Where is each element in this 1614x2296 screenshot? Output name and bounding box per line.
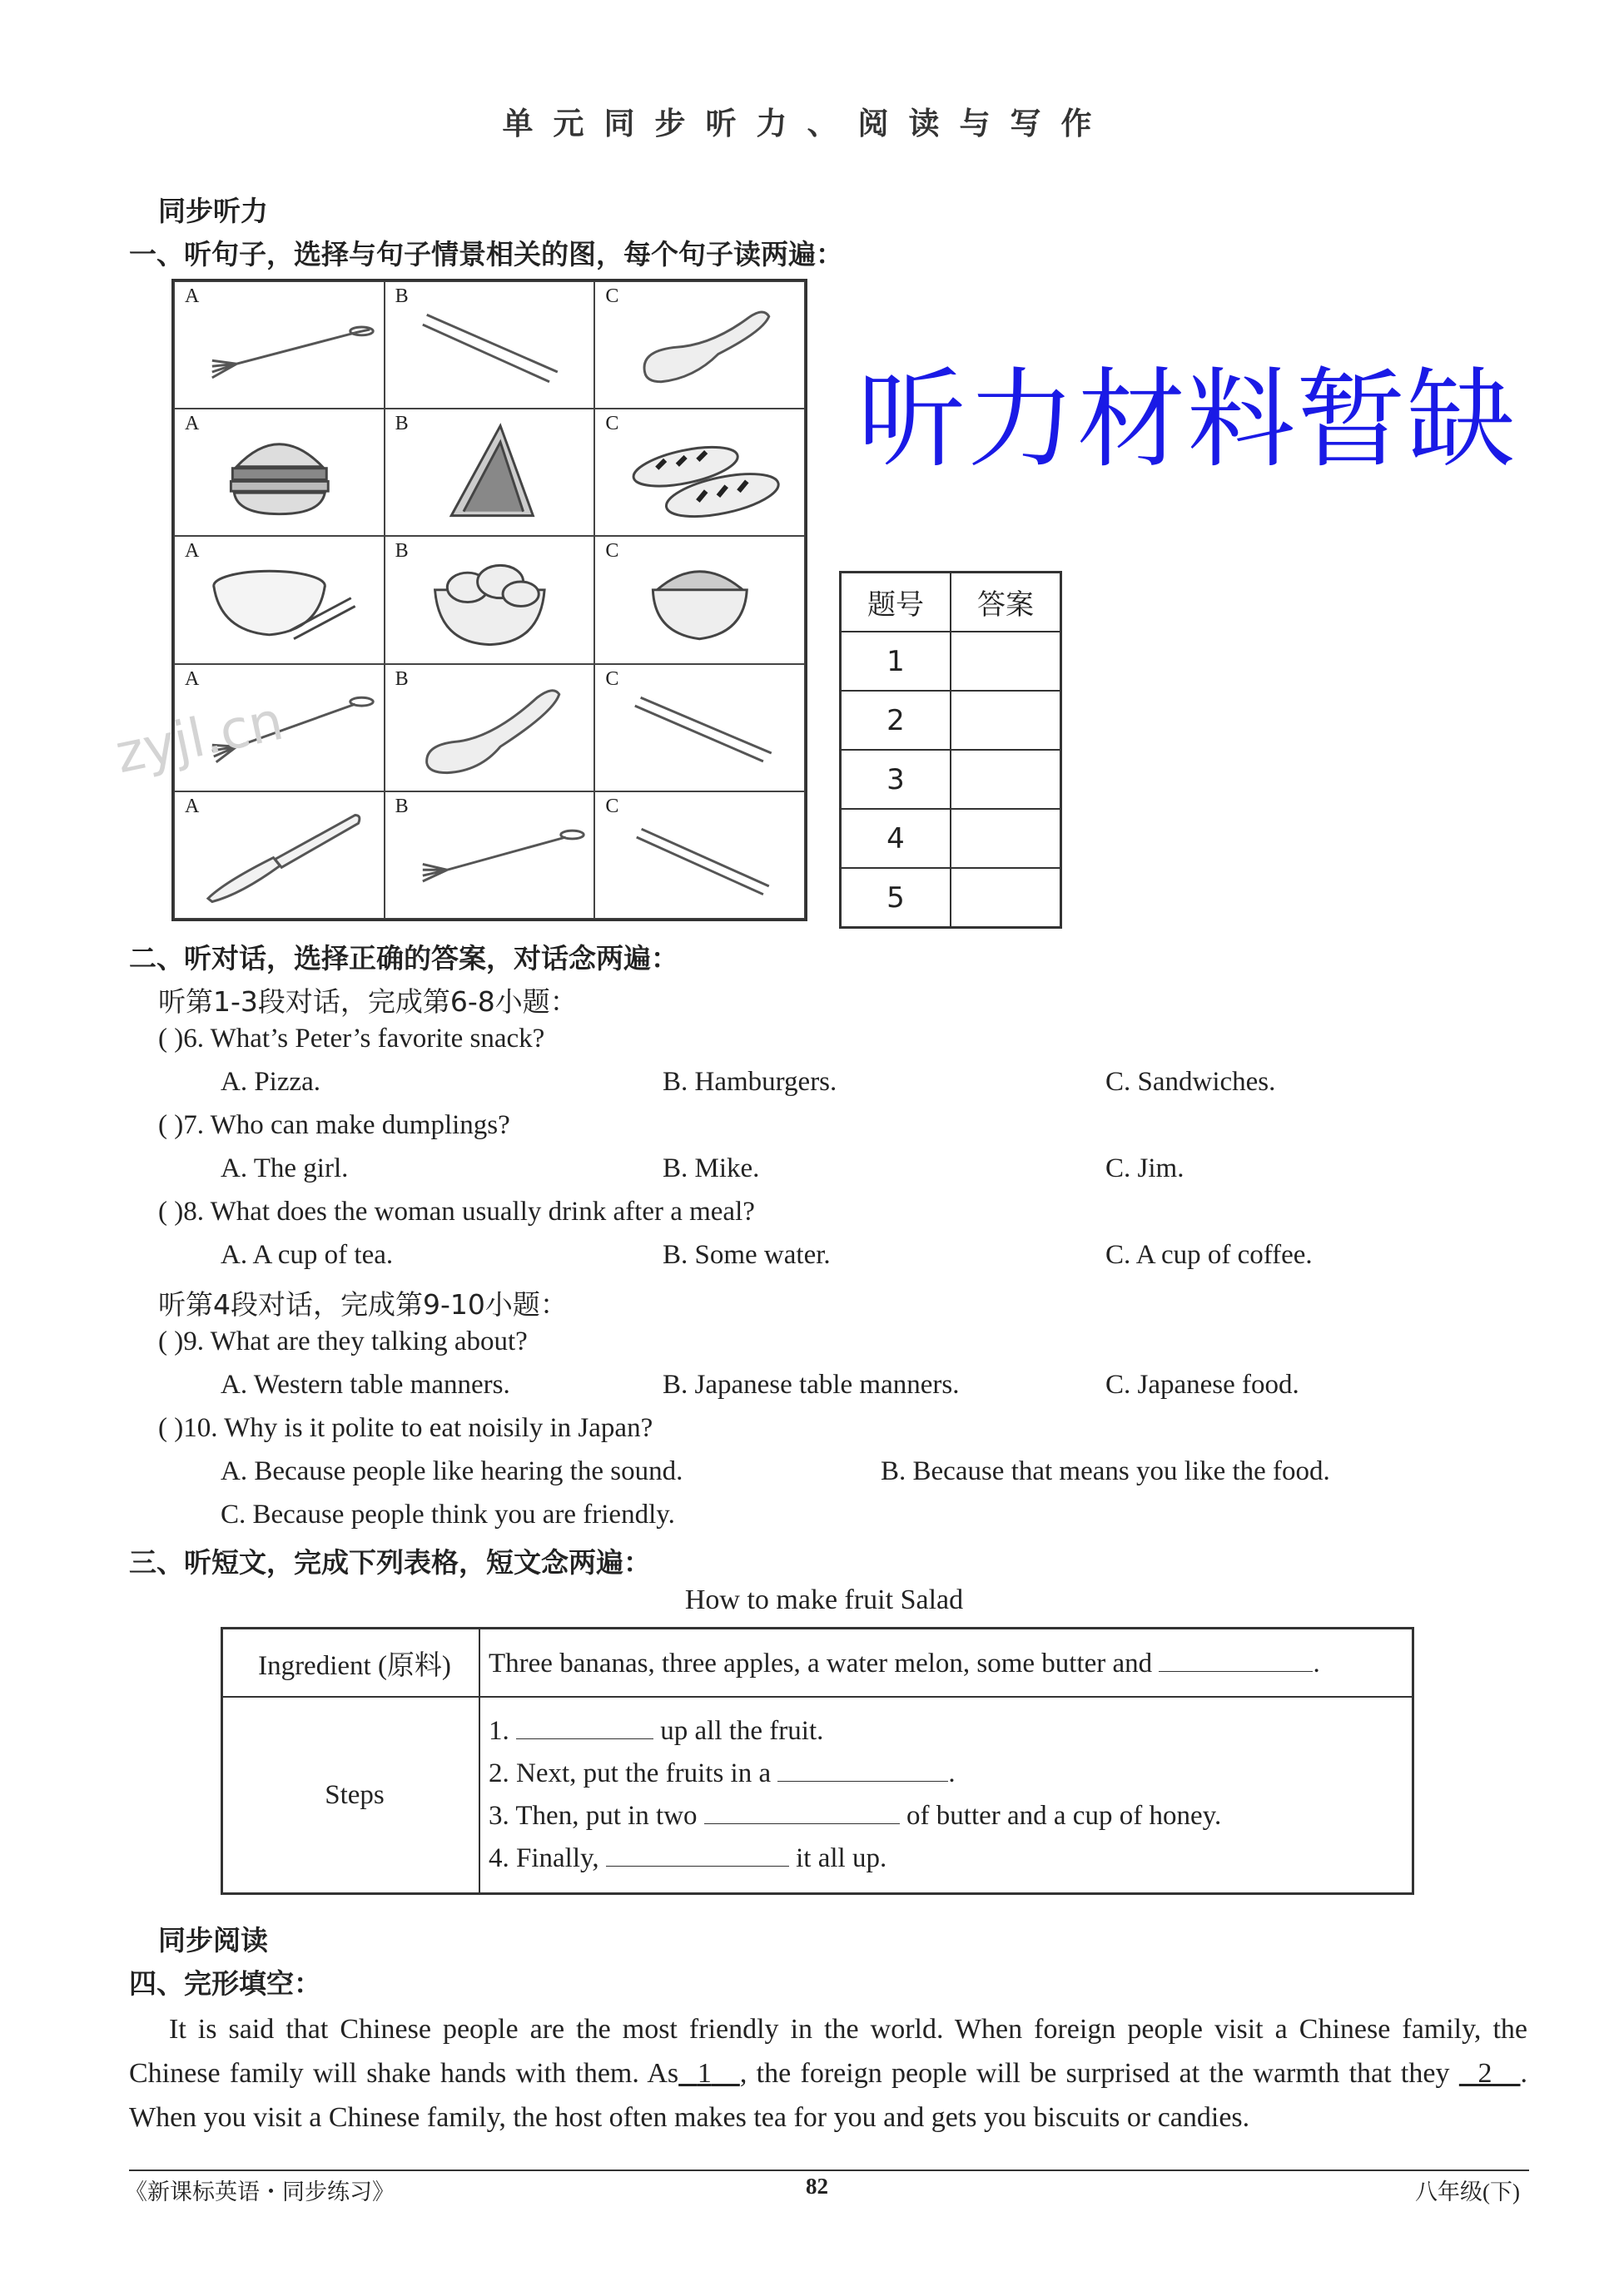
option-6c[interactable]: C. Sandwiches. [1105, 1067, 1276, 1097]
salad-table-title: How to make fruit Salad [684, 1584, 964, 1615]
step-text: it all up. [796, 1843, 887, 1873]
blank-number: 2 [1477, 2058, 1492, 2089]
answer-cell[interactable] [951, 809, 1061, 868]
option-label: B [395, 795, 409, 817]
watermark: zyjl.cn [110, 690, 289, 786]
picture-cell[interactable] [385, 281, 595, 409]
part1-title: 一、听句子，选择与句子情景相关的图，每个句子读两遍： [129, 238, 843, 270]
option-7c[interactable]: C. Jim. [1105, 1153, 1184, 1183]
step-item [489, 1837, 1411, 1880]
cloze-blank-1[interactable] [678, 2058, 740, 2089]
step-text: up all the fruit. [660, 1716, 824, 1746]
picture-cell[interactable] [174, 409, 385, 536]
step-item [489, 1753, 1411, 1795]
option-label: A [185, 540, 200, 563]
fork-icon [385, 792, 594, 918]
option-6b[interactable]: B. Hamburgers. [663, 1067, 837, 1097]
option-label: C [605, 285, 619, 307]
ingredient-row: Three bananas, three apples, a water melon, some butter and . [479, 1629, 1413, 1698]
question-9: ( )9. What are they talking about? [158, 1327, 528, 1356]
step-text: of butter and a cup of honey. [906, 1801, 1222, 1831]
option-8a[interactable]: A. A cup of tea. [221, 1240, 394, 1270]
option-label: B [395, 413, 409, 435]
spoon-icon [385, 665, 594, 791]
fork-icon [175, 282, 384, 408]
option-label: B [395, 667, 409, 690]
blank-input[interactable] [606, 1841, 789, 1867]
rice-bowl-icon [595, 537, 804, 662]
part2-title: 二、听对话，选择正确的答案，对话念两遍： [129, 942, 678, 974]
section-reading-title: 同步阅读 [158, 1924, 268, 1956]
option-label: A [185, 795, 200, 817]
chopsticks-icon [385, 282, 594, 408]
question-7: ( )7. Who can make dumplings? [158, 1110, 510, 1140]
blank-number: 1 [697, 2058, 712, 2089]
step-item [489, 1795, 1411, 1837]
picture-cell[interactable] [385, 791, 595, 919]
question-10: ( )10. Why is it polite to eat noisily in Japan? [158, 1413, 653, 1443]
answer-table-header: 题号 [841, 573, 951, 632]
answer-cell[interactable] [951, 868, 1061, 928]
salad-table [221, 1627, 1414, 1895]
ingredient-text: Three bananas, three apples, a water melon, some butter and [489, 1649, 1153, 1679]
option-6a[interactable]: A. Pizza. [221, 1067, 321, 1097]
answer-number: 1 [841, 632, 951, 691]
option-label: A [185, 413, 200, 435]
picture-cell[interactable] [385, 664, 595, 791]
option-8b[interactable]: B. Some water. [663, 1240, 831, 1270]
picture-cell[interactable] [594, 281, 805, 409]
knife-icon [175, 792, 384, 918]
cloze-blank-2[interactable] [1459, 2058, 1521, 2089]
blank-input[interactable] [704, 1798, 900, 1824]
step-item [489, 1710, 1411, 1753]
ingredient-label: Ingredient (原料) [222, 1629, 480, 1698]
picture-cell[interactable] [174, 281, 385, 409]
picture-cell[interactable] [594, 409, 805, 536]
answer-cell[interactable] [951, 691, 1061, 750]
option-10b[interactable]: B. Because that means you like the food. [881, 1456, 1330, 1486]
option-label: A [185, 667, 200, 690]
question-8: ( )8. What does the woman usually drink after a meal? [158, 1197, 755, 1227]
question-6: ( )6. What’s Peter’s favorite snack? [158, 1024, 545, 1054]
picture-cell[interactable] [594, 664, 805, 791]
option-9a[interactable]: A. Western table manners. [221, 1370, 510, 1400]
footer-book-title: 《新课标英语・同步练习》 [125, 2179, 395, 2204]
option-label: A [185, 285, 200, 307]
option-9b[interactable]: B. Japanese table manners. [663, 1370, 960, 1400]
page-header: 单元同步听力、阅读与写作 [502, 106, 1112, 141]
sandwich-icon [385, 409, 594, 535]
step-text: . [948, 1758, 956, 1788]
blank-input[interactable] [777, 1756, 948, 1782]
section-listening-title: 同步听力 [158, 195, 268, 227]
page-number: 82 [806, 2174, 828, 2199]
missing-audio-notice: 听力材料暂缺 [857, 356, 1517, 483]
option-label: C [605, 540, 619, 563]
picture-cell[interactable] [174, 536, 385, 663]
option-label: C [605, 667, 619, 690]
step-text: 3. Then, put in two [489, 1801, 698, 1831]
dumplings-icon [385, 537, 594, 662]
picture-cell[interactable] [385, 536, 595, 663]
chopsticks-icon [595, 665, 804, 791]
picture-cell[interactable] [594, 536, 805, 663]
bread-icon [595, 409, 804, 535]
cloze-passage [129, 2007, 1527, 2140]
chopsticks-icon [595, 792, 804, 918]
part4-title: 四、完形填空： [129, 1967, 321, 2000]
option-label: B [395, 285, 409, 307]
picture-cell[interactable] [594, 791, 805, 919]
blank-input[interactable] [1159, 1646, 1313, 1672]
passage-text: . When you visit a Chinese family, the host often makes tea for you and gets you biscuits or candies. [129, 2058, 1528, 2133]
answer-table-header: 答案 [951, 573, 1061, 632]
option-label: C [605, 413, 619, 435]
part2-intro-2: 听第4段对话，完成第9-10小题： [158, 1288, 568, 1321]
steps-list [479, 1697, 1413, 1894]
spoon-icon [595, 282, 804, 408]
picture-cell[interactable] [174, 791, 385, 919]
option-10c[interactable]: C. Because people think you are friendly. [221, 1500, 675, 1530]
hamburger-icon [175, 409, 384, 535]
option-9c[interactable]: C. Japanese food. [1105, 1370, 1299, 1400]
step-text: 4. Finally, [489, 1843, 599, 1873]
part2-intro-1: 听第1-3段对话，完成第6-8小题： [158, 985, 578, 1018]
blank-input[interactable] [516, 1713, 653, 1739]
answer-number: 4 [841, 809, 951, 868]
option-10a[interactable]: A. Because people like hearing the sound. [221, 1456, 683, 1486]
answer-table [839, 571, 1062, 929]
answer-cell[interactable] [951, 632, 1061, 691]
picture-cell[interactable] [385, 409, 595, 536]
answer-number: 3 [841, 750, 951, 809]
option-7a[interactable]: A. The girl. [221, 1153, 349, 1183]
answer-number: 2 [841, 691, 951, 750]
passage-text: , the foreign people will be surprised at the warmth that they [739, 2058, 1450, 2089]
part3-title: 三、听短文，完成下列表格，短文念两遍： [129, 1546, 651, 1579]
steps-label: Steps [222, 1697, 480, 1894]
option-8c[interactable]: C. A cup of coffee. [1105, 1240, 1313, 1270]
picture-grid [171, 279, 807, 921]
footer-grade: 八年级(下) [1415, 2179, 1520, 2204]
step-text: 1. [489, 1716, 509, 1746]
answer-number: 5 [841, 868, 951, 928]
option-7b[interactable]: B. Mike. [663, 1153, 760, 1183]
step-text: 2. Next, put the fruits in a [489, 1758, 772, 1788]
answer-cell[interactable] [951, 750, 1061, 809]
footer-divider [129, 2170, 1529, 2171]
noodles-icon [175, 537, 384, 662]
option-label: C [605, 795, 619, 817]
passage-text: It is said that Chinese people are the most friendly in the world. When foreign people visit a Chinese family, the Chinese family will shake hands with them. As [129, 2014, 1527, 2089]
option-label: B [395, 540, 409, 563]
